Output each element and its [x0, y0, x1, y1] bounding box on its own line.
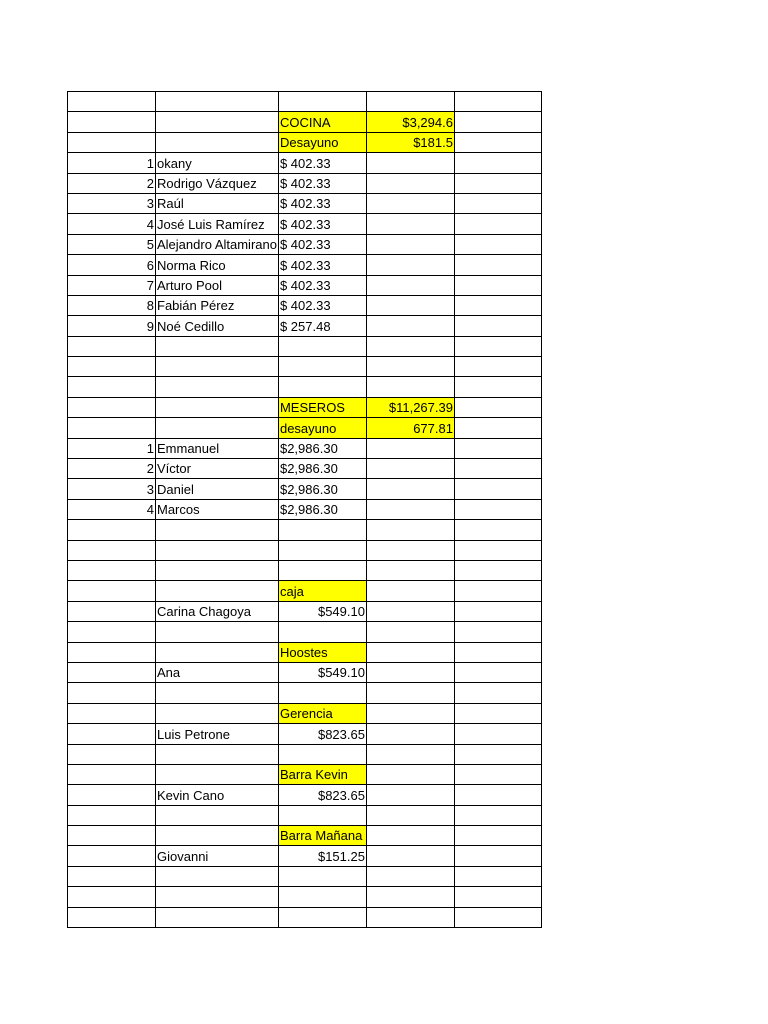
- empty-cell[interactable]: [278, 336, 366, 356]
- empty-cell[interactable]: [366, 826, 454, 846]
- group-label[interactable]: Hoostes: [278, 642, 366, 662]
- empty-cell[interactable]: [366, 173, 454, 193]
- sheet-row: [68, 662, 542, 682]
- empty-cell[interactable]: [454, 153, 541, 173]
- empty-cell[interactable]: [366, 295, 454, 315]
- empty-cell[interactable]: [68, 377, 156, 397]
- sheet-row: [68, 499, 542, 519]
- row-number[interactable]: 7: [68, 275, 156, 295]
- person-amount[interactable]: $ 402.33: [278, 275, 366, 295]
- empty-cell[interactable]: [454, 724, 541, 744]
- empty-cell[interactable]: [156, 92, 279, 112]
- empty-cell[interactable]: [366, 662, 454, 682]
- sheet-row: [68, 214, 542, 234]
- sheet-row: [68, 724, 542, 744]
- sheet-row: [68, 703, 542, 723]
- empty-cell[interactable]: [68, 581, 156, 601]
- person-name[interactable]: Carina Chagoya: [156, 601, 279, 621]
- empty-cell[interactable]: [68, 112, 156, 132]
- empty-cell[interactable]: [454, 357, 541, 377]
- person-name[interactable]: Alejandro Altamirano: [156, 234, 279, 254]
- empty-cell[interactable]: [454, 112, 541, 132]
- empty-cell[interactable]: [156, 642, 279, 662]
- empty-cell[interactable]: [156, 744, 279, 764]
- empty-cell[interactable]: [454, 214, 541, 234]
- empty-cell[interactable]: [366, 846, 454, 866]
- empty-cell[interactable]: [68, 805, 156, 825]
- empty-cell[interactable]: [366, 193, 454, 213]
- empty-cell[interactable]: [366, 622, 454, 642]
- empty-cell[interactable]: [278, 560, 366, 580]
- group-label[interactable]: Barra Mañana: [278, 826, 366, 846]
- person-name[interactable]: Ana: [156, 662, 279, 682]
- empty-cell[interactable]: [454, 397, 541, 417]
- sheet-row: [68, 112, 542, 132]
- empty-cell[interactable]: [366, 744, 454, 764]
- empty-cell[interactable]: [454, 173, 541, 193]
- person-amount[interactable]: $ 402.33: [278, 153, 366, 173]
- sheet-row: [68, 295, 542, 315]
- empty-cell[interactable]: [366, 540, 454, 560]
- empty-cell[interactable]: [156, 581, 279, 601]
- row-number[interactable]: 8: [68, 295, 156, 315]
- row-number[interactable]: 2: [68, 173, 156, 193]
- sheet-row: [68, 764, 542, 784]
- group-label[interactable]: caja: [278, 581, 366, 601]
- empty-cell[interactable]: [68, 907, 156, 927]
- person-amount[interactable]: $ 402.33: [278, 193, 366, 213]
- empty-cell[interactable]: [156, 132, 279, 152]
- empty-cell[interactable]: [278, 540, 366, 560]
- empty-cell[interactable]: [68, 642, 156, 662]
- empty-cell[interactable]: [366, 357, 454, 377]
- empty-cell[interactable]: [68, 92, 156, 112]
- empty-cell[interactable]: [454, 622, 541, 642]
- empty-cell[interactable]: [68, 601, 156, 621]
- section-total-cocina[interactable]: $3,294.6: [366, 112, 454, 132]
- empty-cell[interactable]: [278, 866, 366, 886]
- empty-cell[interactable]: [454, 459, 541, 479]
- empty-cell[interactable]: [454, 601, 541, 621]
- row-number[interactable]: 9: [68, 316, 156, 336]
- empty-cell[interactable]: [366, 275, 454, 295]
- empty-cell[interactable]: [156, 622, 279, 642]
- empty-cell[interactable]: [278, 683, 366, 703]
- empty-cell[interactable]: [454, 581, 541, 601]
- sheet-row: [68, 357, 542, 377]
- sheet-row: [68, 193, 542, 213]
- sheet-row: [68, 153, 542, 173]
- empty-cell[interactable]: [68, 703, 156, 723]
- empty-cell[interactable]: [156, 560, 279, 580]
- empty-cell[interactable]: [454, 316, 541, 336]
- empty-cell[interactable]: [366, 459, 454, 479]
- person-name[interactable]: Emmanuel: [156, 438, 279, 458]
- person-amount[interactable]: $549.10: [278, 601, 366, 621]
- empty-cell[interactable]: [278, 744, 366, 764]
- person-name[interactable]: Raúl: [156, 193, 279, 213]
- empty-cell[interactable]: [68, 683, 156, 703]
- empty-cell[interactable]: [68, 887, 156, 907]
- empty-cell[interactable]: [156, 112, 279, 132]
- person-name[interactable]: Kevin Cano: [156, 785, 279, 805]
- sheet-row: [68, 275, 542, 295]
- empty-cell[interactable]: [278, 92, 366, 112]
- empty-cell[interactable]: [68, 397, 156, 417]
- empty-cell[interactable]: [68, 540, 156, 560]
- sheet-row: [68, 601, 542, 621]
- empty-cell[interactable]: [454, 377, 541, 397]
- empty-cell[interactable]: [278, 805, 366, 825]
- sheet-row: [68, 377, 542, 397]
- empty-cell[interactable]: [366, 255, 454, 275]
- empty-cell[interactable]: [156, 418, 279, 438]
- empty-cell[interactable]: [454, 846, 541, 866]
- empty-cell[interactable]: [68, 724, 156, 744]
- empty-cell[interactable]: [366, 479, 454, 499]
- sheet-row: [68, 234, 542, 254]
- empty-cell[interactable]: [156, 397, 279, 417]
- sheet-row: [68, 683, 542, 703]
- sheet-row: [68, 642, 542, 662]
- sheet-row: [68, 846, 542, 866]
- person-name[interactable]: Marcos: [156, 499, 279, 519]
- empty-cell[interactable]: [68, 622, 156, 642]
- row-number[interactable]: 1: [68, 153, 156, 173]
- empty-cell[interactable]: [454, 683, 541, 703]
- empty-cell[interactable]: [366, 234, 454, 254]
- empty-cell[interactable]: [366, 581, 454, 601]
- group-label[interactable]: Gerencia: [278, 703, 366, 723]
- row-number[interactable]: 6: [68, 255, 156, 275]
- sheet-row: [68, 907, 542, 927]
- empty-cell[interactable]: [156, 826, 279, 846]
- person-amount[interactable]: $2,986.30: [278, 459, 366, 479]
- empty-cell[interactable]: [366, 214, 454, 234]
- empty-cell[interactable]: [454, 336, 541, 356]
- empty-cell[interactable]: [454, 826, 541, 846]
- person-amount[interactable]: $ 402.33: [278, 173, 366, 193]
- empty-cell[interactable]: [278, 907, 366, 927]
- row-number[interactable]: 5: [68, 234, 156, 254]
- section-label-meseros[interactable]: MESEROS: [278, 397, 366, 417]
- person-amount[interactable]: $2,986.30: [278, 438, 366, 458]
- empty-cell[interactable]: [68, 560, 156, 580]
- empty-cell[interactable]: [454, 193, 541, 213]
- empty-cell[interactable]: [156, 377, 279, 397]
- empty-cell[interactable]: [156, 887, 279, 907]
- empty-cell[interactable]: [454, 520, 541, 540]
- sheet-row: [68, 459, 542, 479]
- person-name[interactable]: okany: [156, 153, 279, 173]
- empty-cell[interactable]: [156, 866, 279, 886]
- empty-cell[interactable]: [454, 479, 541, 499]
- empty-cell[interactable]: [156, 336, 279, 356]
- row-number[interactable]: 1: [68, 438, 156, 458]
- empty-cell[interactable]: [366, 805, 454, 825]
- person-amount[interactable]: $549.10: [278, 662, 366, 682]
- empty-cell[interactable]: [278, 357, 366, 377]
- empty-cell[interactable]: [68, 418, 156, 438]
- person-name[interactable]: Daniel: [156, 479, 279, 499]
- person-name[interactable]: Norma Rico: [156, 255, 279, 275]
- empty-cell[interactable]: [278, 887, 366, 907]
- empty-cell[interactable]: [454, 805, 541, 825]
- empty-cell[interactable]: [366, 785, 454, 805]
- empty-cell[interactable]: [454, 764, 541, 784]
- person-name[interactable]: Rodrigo Vázquez: [156, 173, 279, 193]
- empty-cell[interactable]: [454, 887, 541, 907]
- empty-cell[interactable]: [454, 744, 541, 764]
- sheet-row: [68, 581, 542, 601]
- person-amount[interactable]: $151.25: [278, 846, 366, 866]
- empty-cell[interactable]: [366, 336, 454, 356]
- section-total-meseros[interactable]: $11,267.39: [366, 397, 454, 417]
- sheet-row: [68, 540, 542, 560]
- row-number[interactable]: 4: [68, 499, 156, 519]
- empty-cell[interactable]: [366, 866, 454, 886]
- empty-cell[interactable]: [278, 520, 366, 540]
- sheet-row: [68, 560, 542, 580]
- sheet-row: [68, 316, 542, 336]
- person-name[interactable]: Arturo Pool: [156, 275, 279, 295]
- empty-cell[interactable]: [156, 805, 279, 825]
- group-label[interactable]: Barra Kevin: [278, 764, 366, 784]
- empty-cell[interactable]: [454, 418, 541, 438]
- empty-cell[interactable]: [68, 520, 156, 540]
- empty-cell[interactable]: [68, 336, 156, 356]
- empty-cell[interactable]: [156, 683, 279, 703]
- person-name[interactable]: Fabián Pérez: [156, 295, 279, 315]
- empty-cell[interactable]: [366, 560, 454, 580]
- sheet-row: [68, 479, 542, 499]
- empty-cell[interactable]: [454, 92, 541, 112]
- row-number[interactable]: 4: [68, 214, 156, 234]
- empty-cell[interactable]: [156, 520, 279, 540]
- section-label-cocina[interactable]: COCINA: [278, 112, 366, 132]
- person-name[interactable]: Giovanni: [156, 846, 279, 866]
- person-amount[interactable]: $ 402.33: [278, 295, 366, 315]
- row-number[interactable]: 3: [68, 479, 156, 499]
- row-number[interactable]: 3: [68, 193, 156, 213]
- empty-cell[interactable]: [278, 622, 366, 642]
- empty-cell[interactable]: [454, 540, 541, 560]
- person-amount[interactable]: $ 402.33: [278, 234, 366, 254]
- empty-cell[interactable]: [366, 499, 454, 519]
- sheet-row: [68, 744, 542, 764]
- empty-cell[interactable]: [366, 764, 454, 784]
- sheet-row: [68, 785, 542, 805]
- sheet-row: [68, 255, 542, 275]
- empty-cell[interactable]: [454, 642, 541, 662]
- row-number[interactable]: 2: [68, 459, 156, 479]
- empty-cell[interactable]: [454, 785, 541, 805]
- empty-cell[interactable]: [278, 377, 366, 397]
- sheet-row: [68, 438, 542, 458]
- person-amount[interactable]: $823.65: [278, 785, 366, 805]
- empty-cell[interactable]: [454, 499, 541, 519]
- person-amount[interactable]: $2,986.30: [278, 479, 366, 499]
- sheet-row: [68, 866, 542, 886]
- person-name[interactable]: Víctor: [156, 459, 279, 479]
- person-name[interactable]: Noé Cedillo: [156, 316, 279, 336]
- empty-cell[interactable]: [454, 662, 541, 682]
- empty-cell[interactable]: [156, 357, 279, 377]
- empty-cell[interactable]: [366, 887, 454, 907]
- empty-cell[interactable]: [366, 520, 454, 540]
- empty-cell[interactable]: [68, 744, 156, 764]
- empty-cell[interactable]: [68, 764, 156, 784]
- sheet-row: [68, 132, 542, 152]
- sheet-row: [68, 805, 542, 825]
- empty-cell[interactable]: [366, 907, 454, 927]
- sheet-row: [68, 336, 542, 356]
- empty-cell[interactable]: [68, 785, 156, 805]
- empty-cell[interactable]: [366, 316, 454, 336]
- empty-cell[interactable]: [454, 255, 541, 275]
- empty-cell[interactable]: [366, 92, 454, 112]
- spreadsheet-grid: [67, 91, 542, 928]
- empty-cell[interactable]: [454, 866, 541, 886]
- empty-cell[interactable]: [454, 438, 541, 458]
- sheet-row: [68, 520, 542, 540]
- empty-cell[interactable]: [68, 826, 156, 846]
- sheet-row: [68, 622, 542, 642]
- empty-cell[interactable]: [156, 764, 279, 784]
- empty-cell[interactable]: [68, 662, 156, 682]
- sub-total-cocina[interactable]: $181.5: [366, 132, 454, 152]
- sheet-row: [68, 397, 542, 417]
- empty-cell[interactable]: [366, 642, 454, 662]
- empty-cell[interactable]: [454, 560, 541, 580]
- empty-cell[interactable]: [454, 703, 541, 723]
- empty-cell[interactable]: [366, 601, 454, 621]
- empty-cell[interactable]: [68, 866, 156, 886]
- sheet-row: [68, 173, 542, 193]
- empty-cell[interactable]: [366, 683, 454, 703]
- empty-cell[interactable]: [454, 295, 541, 315]
- sheet-row: [68, 887, 542, 907]
- person-amount[interactable]: $2,986.30: [278, 499, 366, 519]
- empty-cell[interactable]: [156, 703, 279, 723]
- person-amount[interactable]: $ 402.33: [278, 255, 366, 275]
- empty-cell[interactable]: [68, 132, 156, 152]
- sub-total-meseros[interactable]: 677.81: [366, 418, 454, 438]
- empty-cell[interactable]: [366, 724, 454, 744]
- empty-cell[interactable]: [454, 234, 541, 254]
- sub-label-meseros[interactable]: desayuno: [278, 418, 366, 438]
- sheet-row: [68, 418, 542, 438]
- person-name[interactable]: José Luis Ramírez: [156, 214, 279, 234]
- empty-cell[interactable]: [68, 357, 156, 377]
- empty-cell[interactable]: [454, 132, 541, 152]
- empty-cell[interactable]: [454, 907, 541, 927]
- person-amount[interactable]: $ 402.33: [278, 214, 366, 234]
- sub-label-cocina[interactable]: Desayuno: [278, 132, 366, 152]
- empty-cell[interactable]: [366, 438, 454, 458]
- sheet-row: [68, 92, 542, 112]
- empty-cell[interactable]: [156, 540, 279, 560]
- person-amount[interactable]: $823.65: [278, 724, 366, 744]
- empty-cell[interactable]: [366, 703, 454, 723]
- person-amount[interactable]: $ 257.48: [278, 316, 366, 336]
- empty-cell[interactable]: [366, 153, 454, 173]
- empty-cell[interactable]: [366, 377, 454, 397]
- empty-cell[interactable]: [454, 275, 541, 295]
- empty-cell[interactable]: [68, 846, 156, 866]
- sheet-row: [68, 826, 542, 846]
- person-name[interactable]: Luis Petrone: [156, 724, 279, 744]
- empty-cell[interactable]: [156, 907, 279, 927]
